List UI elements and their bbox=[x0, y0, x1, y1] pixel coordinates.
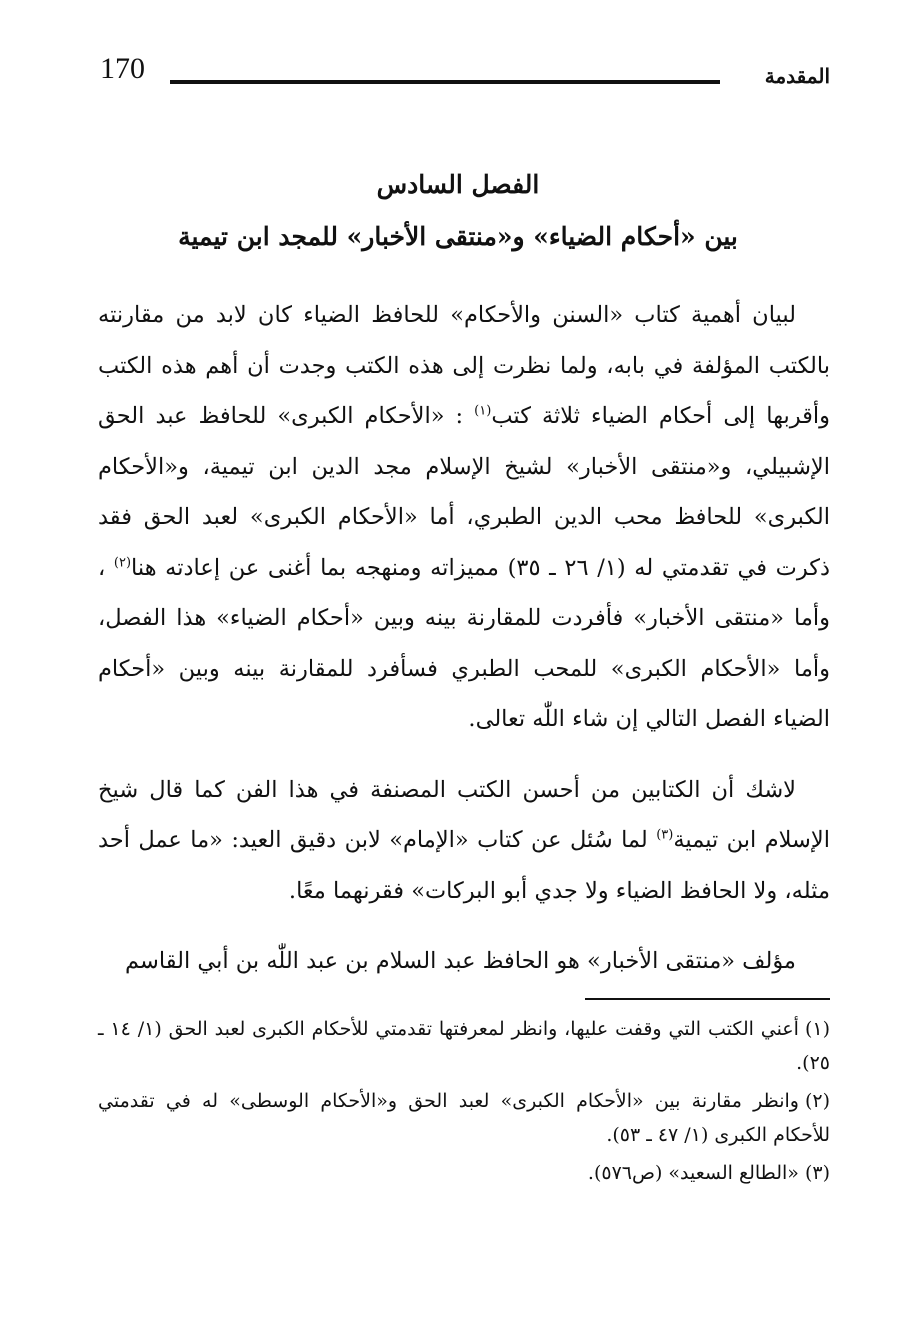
footnote bbox=[98, 1084, 830, 1152]
paragraph-text: لما سُئل عن كتاب «الإمام» لابن دقيق العيد: «ما عمل أحد مثله، ولا الحافظ الضياء ولا جدي أبو البركات» فقرنهما معًا. bbox=[98, 827, 830, 904]
paragraph-text: ، وأما «منتقى الأخبار» فأفردت للمقارنة بينه وبين «أحكام الضياء» هذا الفصل، وأما «الأحكام الكبرى» للمحب الطبري فسأفرد للمقارنة بينه وبين «أحكام الضياء الفصل التالي إن شاء اللّٰه تعالى. bbox=[98, 554, 830, 732]
body-text bbox=[98, 290, 830, 987]
paragraph-text: لاشك أن الكتابين من أحسن الكتب المصنفة في هذا الفن كما قال شيخ الإسلام ابن تيمية bbox=[98, 776, 830, 853]
footnote-number: (٢) bbox=[804, 1090, 830, 1112]
chapter-subtitle: بين «أحكام الضياء» و«منتقى الأخبار» للمجد ابن تيمية bbox=[178, 222, 738, 251]
paragraph bbox=[98, 936, 830, 987]
page-header bbox=[100, 52, 830, 92]
footnote-ref: (١) bbox=[474, 403, 492, 419]
header-rule bbox=[170, 80, 720, 84]
footnote-text: وانظر مقارنة بين «الأحكام الكبرى» لعبد الحق و«الأحكام الوسطى» له في تقدمتي للأحكام الكبرى (١/ ٤٧ ـ ٥٣). bbox=[98, 1090, 830, 1146]
page-number: 170 bbox=[100, 52, 145, 85]
footnote-ref: (٣) bbox=[656, 827, 674, 843]
paragraph-text: مؤلف «منتقى الأخبار» هو الحافظ عبد السلام بن عبد اللّٰه بن أبي القاسم bbox=[125, 948, 796, 974]
footnote-number: (١) bbox=[804, 1018, 830, 1040]
paragraph bbox=[98, 290, 830, 745]
paragraph-text: لبيان أهمية كتاب «السنن والأحكام» للحافظ الضياء كان لابد من مقارنته بالكتب المؤلفة في بابه، ولما نظرت إلى هذه الكتب وجدت أن أهم هذه الكتب وأقربها إلى أحكام الضياء ثلاثة كتب bbox=[98, 302, 831, 429]
footnote bbox=[98, 1012, 830, 1080]
footnote-ref: (٢) bbox=[113, 555, 132, 570]
footnote bbox=[98, 1156, 830, 1190]
footnotes bbox=[98, 1012, 830, 1194]
paragraph-text: : «الأحكام الكبرى» للحافظ عبد الحق الإشبيلي، و«منتقى الأخبار» لشيخ الإسلام مجد الدين ابن تيمية، و«الأحكام الكبرى» للحافظ محب الدين الطبري، أما «الأحكام الكبرى» لعبد الحق فقد ذكرت في تقدمتي له (١/ ٢٦ ـ ٣٥) مميزاته ومنهجه بما أغنى عن إعادته هنا bbox=[98, 403, 830, 581]
footnote-text: «الطالع السعيد» (ص٥٧٦). bbox=[587, 1162, 799, 1184]
footnote-separator bbox=[585, 998, 830, 1000]
footnote-number: (٣) bbox=[804, 1162, 830, 1184]
running-title: المقدمة bbox=[764, 64, 830, 88]
paragraph bbox=[98, 765, 830, 917]
chapter-title: الفصل السادس bbox=[376, 170, 540, 199]
footnote-text: أعني الكتب التي وقفت عليها، وانظر لمعرفتها تقدمتي للأحكام الكبرى لعبد الحق (١/ ١٤ ـ ٢٥). bbox=[98, 1018, 830, 1074]
